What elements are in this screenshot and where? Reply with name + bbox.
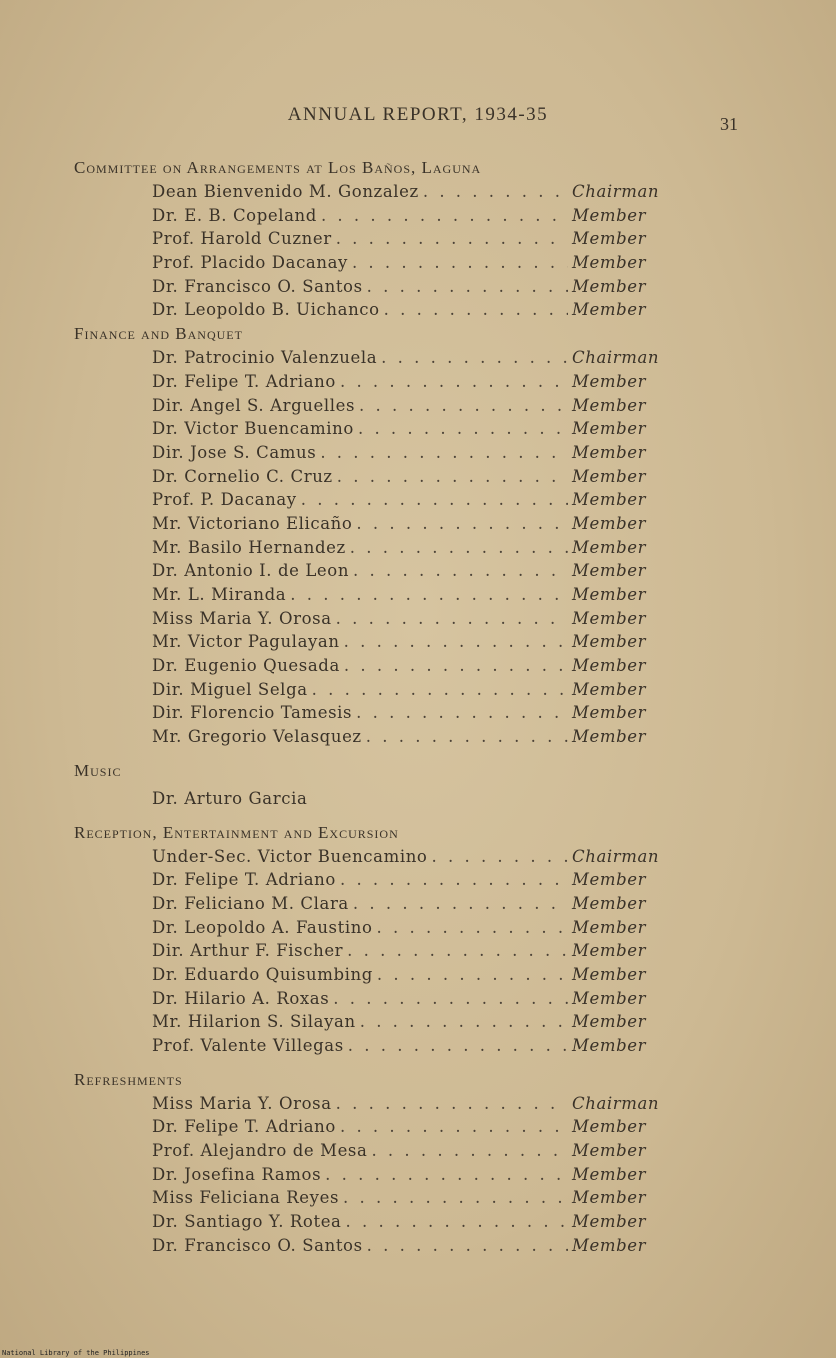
dot-leader <box>377 916 569 940</box>
member-name: Miss Feliciana Reyes <box>152 1188 340 1208</box>
committee-entry <box>152 251 664 275</box>
member-role: Member <box>572 1036 647 1055</box>
member-role: Member <box>572 727 647 747</box>
dot-leader <box>336 1092 568 1116</box>
dot-leader <box>347 939 568 963</box>
section-heading: Reception, Entertainment and Excursion <box>74 822 399 842</box>
dot-leader <box>367 1234 568 1258</box>
dot-leader <box>336 607 568 631</box>
dot-leader <box>359 394 568 418</box>
member-role: Member <box>572 561 647 581</box>
member-role: Member <box>572 608 647 628</box>
committee-entry <box>152 916 664 940</box>
dot-leader <box>358 417 568 441</box>
committee-entry <box>152 204 664 228</box>
dot-leader <box>312 678 568 702</box>
committee-entry <box>152 559 664 583</box>
member-role: Member <box>572 941 647 961</box>
member-name: Miss Maria Y. Orosa <box>152 1093 332 1113</box>
member-name: Dr. Arturo Garcia <box>152 788 308 808</box>
member-role: Chairman <box>572 846 660 866</box>
member-name: Dr. Francisco O. Santos <box>152 276 363 296</box>
member-name: Dir. Miguel Selga <box>152 679 308 699</box>
dot-leader <box>431 845 568 869</box>
member-role: Member <box>572 1012 647 1032</box>
committee-entry <box>152 607 664 631</box>
member-role: Member <box>572 1117 647 1137</box>
member-role: Member <box>572 1141 647 1161</box>
member-role: Member <box>572 276 647 296</box>
dot-leader <box>343 1186 568 1210</box>
member-name: Dir. Arthur F. Fischer <box>152 941 344 961</box>
member-name: Mr. Gregorio Velasquez <box>152 727 362 747</box>
committee-entry <box>152 1115 664 1139</box>
dot-leader <box>366 725 568 749</box>
committee-entry <box>152 1139 664 1163</box>
member-name: Mr. Hilarion S. Silayan <box>152 1012 356 1032</box>
member-name: Mr. Victoriano Elicaño <box>152 513 353 533</box>
dot-leader <box>344 630 568 654</box>
dot-leader <box>320 441 568 465</box>
member-name: Mr. Basilo Hernandez <box>152 537 346 557</box>
library-watermark: National Library of the Philippines <box>2 1349 150 1357</box>
dot-leader <box>371 1139 568 1163</box>
committee-entry <box>152 441 664 465</box>
dot-leader <box>384 298 568 322</box>
committee-entry <box>152 845 664 869</box>
member-role: Member <box>572 679 647 699</box>
committee-entry <box>152 346 664 370</box>
member-name: Dr. Leopoldo A. Faustino <box>152 917 373 937</box>
committee-entry <box>152 1210 664 1234</box>
member-name: Dr. E. B. Copeland <box>152 205 317 225</box>
dot-leader <box>340 1115 568 1139</box>
dot-leader <box>301 488 568 512</box>
committee-entry <box>152 1234 664 1258</box>
committee-entry <box>152 1186 664 1210</box>
committee-entry <box>152 488 664 512</box>
dot-leader <box>340 868 568 892</box>
section-music <box>74 759 664 811</box>
member-name: Under-Sec. Victor Buencamino <box>152 846 428 866</box>
member-role: Member <box>572 988 647 1008</box>
dot-leader <box>344 654 568 678</box>
section-heading: Music <box>74 760 122 780</box>
member-role: Member <box>572 537 647 557</box>
member-role: Member <box>572 513 647 533</box>
dot-leader <box>336 227 568 251</box>
member-role: Member <box>572 205 647 225</box>
dot-leader <box>356 512 568 536</box>
member-role: Member <box>572 917 647 937</box>
dot-leader <box>353 559 568 583</box>
member-role: Member <box>572 703 647 723</box>
member-name: Dr. Feliciano M. Clara <box>152 893 349 913</box>
member-role: Chairman <box>572 1093 660 1113</box>
member-name: Dr. Victor Buencamino <box>152 419 354 439</box>
section-reception <box>74 821 664 1058</box>
committee-entry <box>152 417 664 441</box>
member-name: Prof. Valente Villegas <box>152 1036 344 1055</box>
committee-entry <box>152 512 664 536</box>
member-role: Member <box>572 964 647 984</box>
member-role: Member <box>572 419 647 439</box>
dot-leader <box>350 536 568 560</box>
dot-leader <box>377 963 568 987</box>
committee-entry <box>152 725 664 749</box>
section-heading: Finance and Banquet <box>74 324 243 344</box>
dot-leader <box>367 275 568 299</box>
section-finance-banquet <box>74 322 664 749</box>
dot-leader <box>321 204 568 228</box>
member-role: Member <box>572 490 647 510</box>
member-name: Dr. Felipe T. Adriano <box>152 371 336 391</box>
member-role: Member <box>572 1188 647 1208</box>
dot-leader <box>325 1163 568 1187</box>
member-role: Member <box>572 1212 647 1232</box>
member-name: Dr. Antonio I. de Leon <box>152 561 350 581</box>
committee-entry <box>152 987 664 1011</box>
dot-leader <box>356 701 568 725</box>
dot-leader <box>337 465 568 489</box>
section-arrangements <box>74 156 664 322</box>
member-role: Member <box>572 253 647 273</box>
committee-entry <box>152 275 664 299</box>
member-name: Dr. Felipe T. Adriano <box>152 870 336 890</box>
committee-entry <box>152 1092 664 1116</box>
member-role: Member <box>572 395 647 415</box>
member-role: Member <box>572 632 647 652</box>
member-name: Prof. Placido Dacanay <box>152 253 348 273</box>
member-role: Member <box>572 300 647 320</box>
committee-entry <box>152 701 664 725</box>
member-name: Dir. Florencio Tamesis <box>152 703 353 723</box>
dot-leader <box>423 180 568 204</box>
committee-entry <box>152 654 664 678</box>
member-role: Member <box>572 585 647 604</box>
committee-entry <box>152 180 664 204</box>
member-name: Dr. Eugenio Quesada <box>152 656 340 676</box>
member-name: Dr. Josefina Ramos <box>152 1164 322 1184</box>
committee-list <box>74 156 664 1258</box>
dot-leader <box>346 1210 569 1234</box>
committee-entry <box>152 1034 664 1058</box>
member-name: Dr. Francisco O. Santos <box>152 1235 363 1255</box>
committee-entry <box>152 963 664 987</box>
member-role: Member <box>572 371 647 391</box>
dot-leader <box>352 251 568 275</box>
committee-entry <box>152 939 664 963</box>
member-name: Dr. Cornelio C. Cruz <box>152 466 333 486</box>
committee-entry <box>152 787 664 811</box>
member-name: Dir. Jose S. Camus <box>152 442 317 462</box>
member-name: Dir. Angel S. Arguelles <box>152 395 356 415</box>
committee-entry <box>152 227 664 251</box>
page-number: 31 <box>720 114 738 134</box>
member-name: Dr. Santiago Y. Rotea <box>152 1212 342 1232</box>
member-role: Chairman <box>572 182 660 201</box>
member-name: Dean Bienvenido M. Gonzalez <box>152 182 419 201</box>
member-role: Chairman <box>572 348 660 368</box>
member-name: Dr. Eduardo Quisumbing <box>152 964 373 984</box>
committee-entry <box>152 1010 664 1034</box>
member-name: Dr. Leopoldo B. Uichanco <box>152 300 380 320</box>
member-role: Member <box>572 1164 647 1184</box>
committee-entry <box>152 1163 664 1187</box>
member-name: Dr. Felipe T. Adriano <box>152 1117 336 1137</box>
committee-entry <box>152 630 664 654</box>
member-name: Prof. P. Dacanay <box>152 490 297 510</box>
member-name: Prof. Alejandro de Mesa <box>152 1141 368 1161</box>
committee-entry <box>152 892 664 916</box>
committee-entry <box>152 583 664 607</box>
committee-entry <box>152 370 664 394</box>
dot-leader <box>353 892 568 916</box>
section-refreshments <box>74 1068 664 1258</box>
committee-entry <box>152 465 664 489</box>
member-role: Member <box>572 870 647 890</box>
committee-entry <box>152 536 664 560</box>
member-role: Member <box>572 656 647 676</box>
committee-entry <box>152 678 664 702</box>
dot-leader <box>290 583 568 607</box>
dot-leader <box>340 370 568 394</box>
member-name: Dr. Patrocinio Valenzuela <box>152 348 378 368</box>
committee-entry <box>152 394 664 418</box>
member-name: Prof. Harold Cuzner <box>152 229 332 249</box>
member-role: Member <box>572 893 647 913</box>
section-heading: Committee on Arrangements at Los Baños, Laguna <box>74 158 482 177</box>
dot-leader <box>333 987 568 1011</box>
member-name: Miss Maria Y. Orosa <box>152 608 332 628</box>
running-head: ANNUAL REPORT, 1934-35 <box>287 104 549 125</box>
member-role: Member <box>572 466 647 486</box>
dot-leader <box>348 1034 568 1058</box>
member-name: Dr. Hilario A. Roxas <box>152 988 330 1008</box>
dot-leader <box>381 346 568 370</box>
committee-entry <box>152 868 664 892</box>
member-name: Mr. Victor Pagulayan <box>152 632 340 652</box>
section-heading: Refreshments <box>74 1069 183 1089</box>
member-role: Member <box>572 1235 647 1255</box>
member-role: Member <box>572 229 647 249</box>
dot-leader <box>360 1010 568 1034</box>
member-name: Mr. L. Miranda <box>152 585 287 604</box>
committee-entry <box>152 298 664 322</box>
member-role: Member <box>572 442 647 462</box>
